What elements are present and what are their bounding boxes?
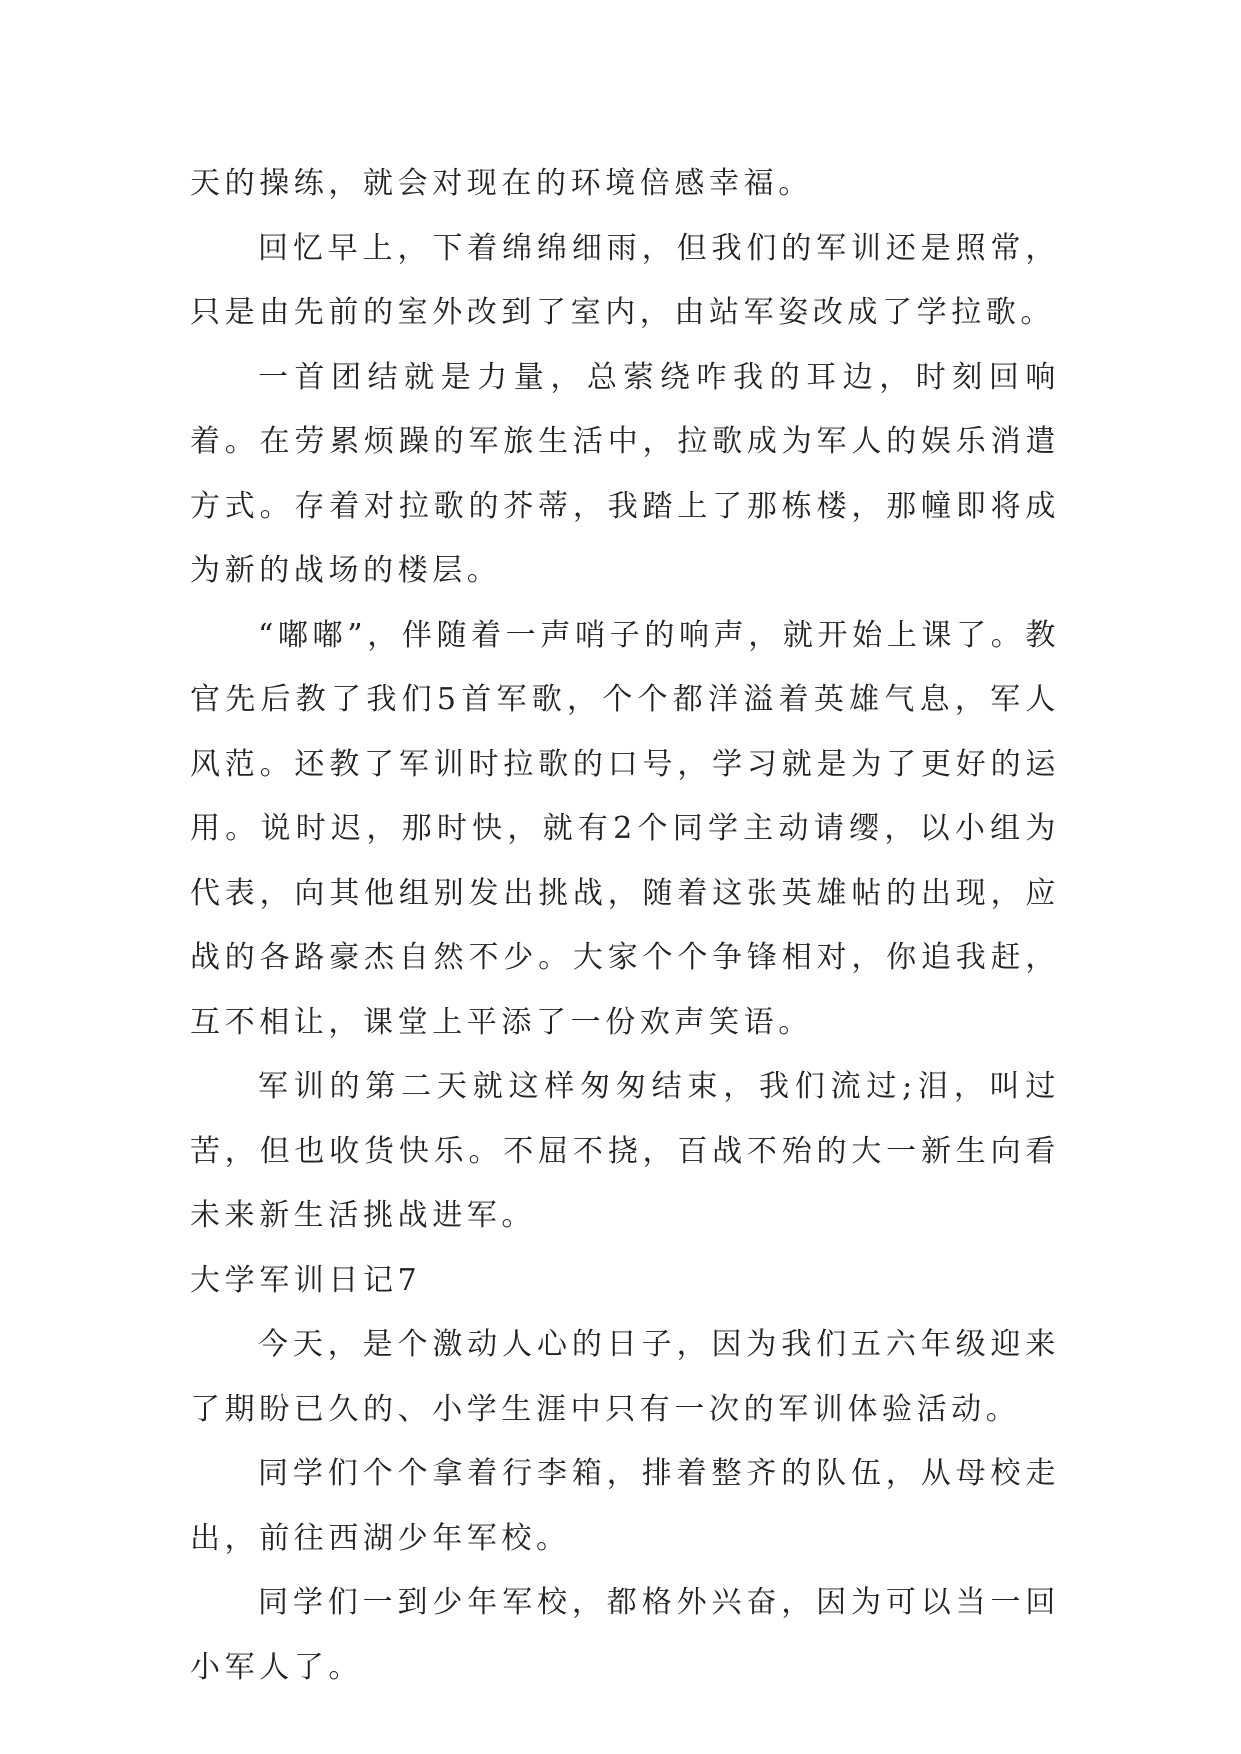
document-body <box>190 152 1060 1700</box>
paragraph-second-day: 军训的第二天就这样匆匆结束，我们流过;泪，叫过苦，但也收货快乐。不屈不挠，百战不殆的大一新生向看未来新生活挑战进军。 <box>190 1069 1060 1233</box>
section-heading: 大学军训日记7 <box>190 1262 422 1298</box>
paragraph-morning: 回忆早上，下着绵绵细雨，但我们的军训还是照常，只是由先前的室外改到了室内，由站军姿改成了学拉歌。 <box>190 230 1060 330</box>
paragraph-continuation: 天的操练，就会对现在的环境倍感幸福。 <box>190 166 813 201</box>
paragraph-luggage: 同学们个个拿着行李箱，排着整齐的队伍，从母校走出，前往西湖少年军校。 <box>190 1456 1060 1556</box>
paragraph-today: 今天，是个激动人心的日子，因为我们五六年级迎来了期盼已久的、小学生涯中只有一次的军训体验活动。 <box>190 1327 1060 1427</box>
paragraph-class: “嘟嘟”，伴随着一声哨子的响声，就开始上课了。教官先后教了我们5首军歌，个个都洋溢着英雄气息，军人风范。还教了军训时拉歌的口号，学习就是为了更好的运用。说时迟，那时快，就有2个同学主动请缨，以小组为代表，向其他组别发出挑战，随着这张英雄帖的出现，应战的各路豪杰自然不少。大家个个争锋相对，你追我赶，互不相让，课堂上平添了一份欢声笑语。 <box>190 617 1060 1040</box>
paragraph-song: 一首团结就是力量，总萦绕咋我的耳边，时刻回响着。在劳累烦躁的军旅生活中，拉歌成为军人的娱乐消遣方式。存着对拉歌的芥蒂，我踏上了那栋楼，那幢即将成为新的战场的楼层。 <box>190 359 1060 588</box>
paragraph-arrive: 同学们一到少年军校，都格外兴奋，因为可以当一回小军人了。 <box>190 1585 1060 1685</box>
